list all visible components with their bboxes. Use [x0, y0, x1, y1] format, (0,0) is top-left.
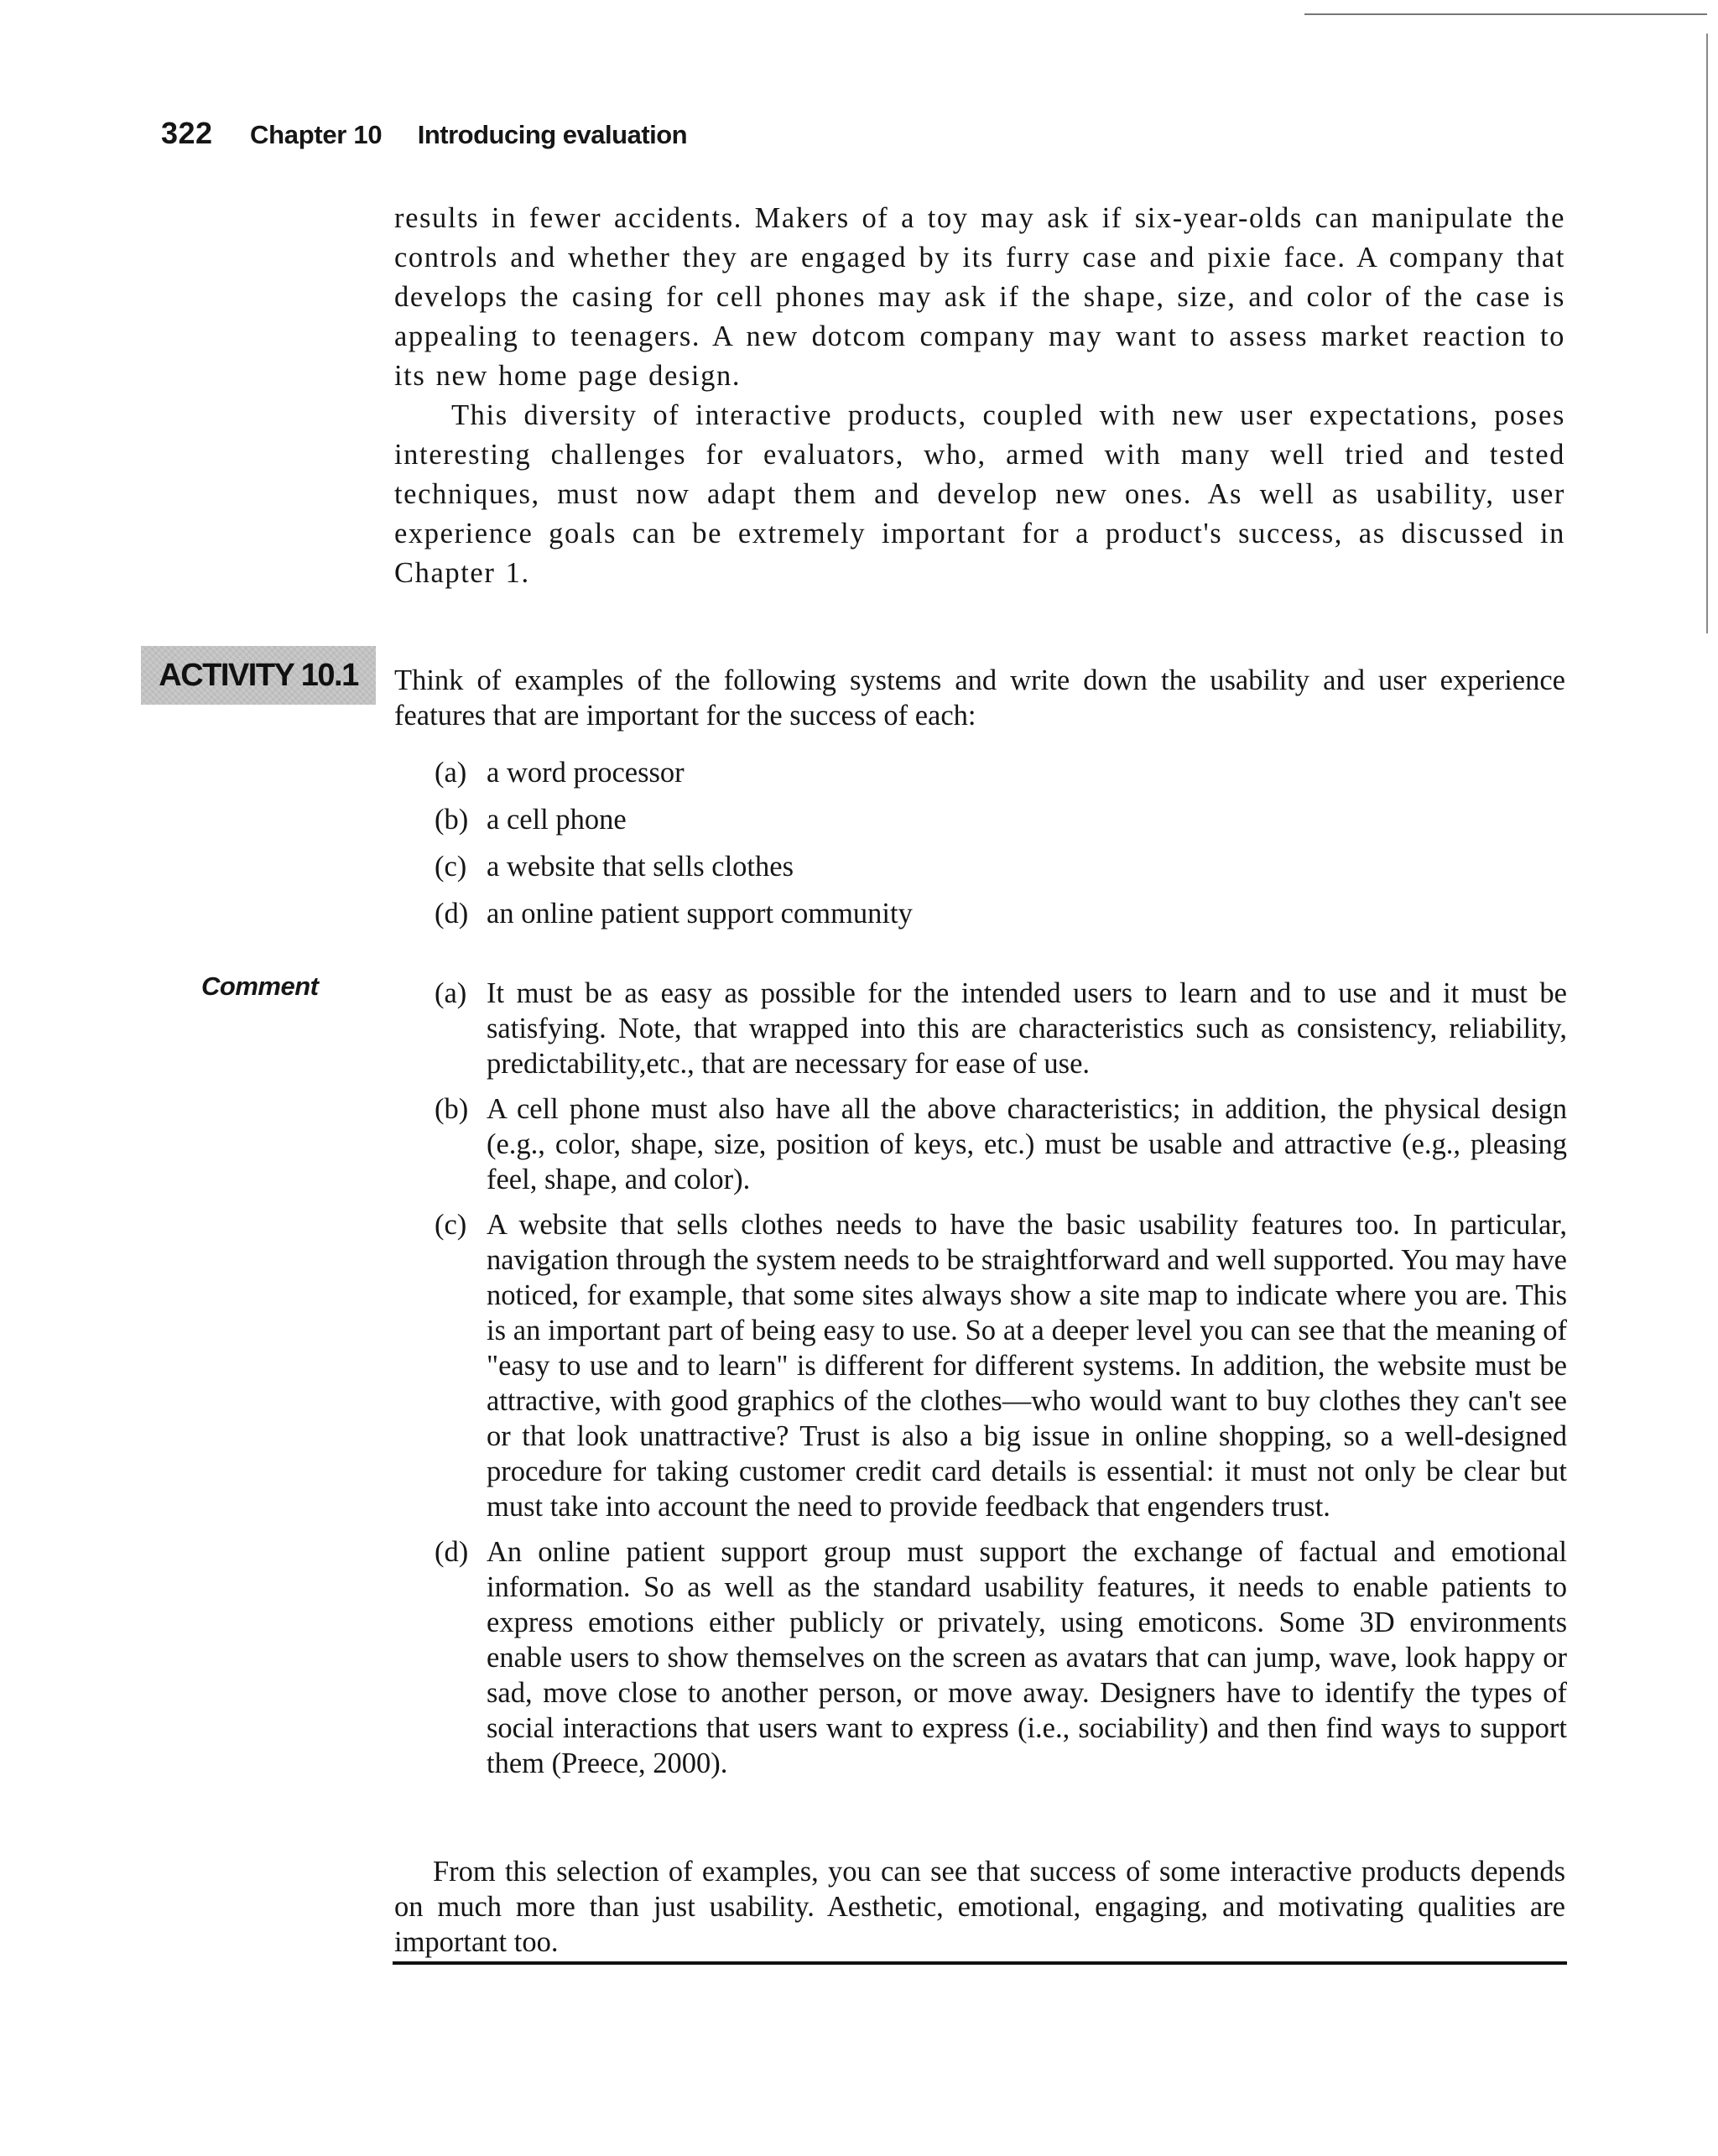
list-item-marker: (b) [435, 804, 469, 836]
scan-edge-right [1706, 34, 1708, 633]
list-item-marker: (b) [435, 1093, 469, 1125]
list-item-text: An online patient support group must support the exchange of factual and emotional information. So as well as the standard usability features, it needs to enable patients to express emotions either publicly or privately, using emoticons. Some 3D environments enable users to show themselves on the screen as avatars that can jump, wave, look happy or sad, move close to another person, or move away. Designers have to identify the types of social interactions that users want to express (i.e., sociability) and then find ways to support them (Preece, 2000). [487, 1536, 1567, 1779]
list-item-marker: (c) [435, 851, 467, 883]
list-item [435, 1534, 1567, 1781]
list-item-text: a word processor [487, 757, 685, 789]
list-item-marker: (c) [435, 1209, 467, 1241]
list-item [435, 1207, 1567, 1524]
conclusion-paragraph [394, 1854, 1565, 1960]
scan-edge-top [1304, 13, 1707, 15]
list-item [435, 896, 1567, 931]
list-item-text: a website that sells clothes [487, 851, 794, 883]
intro-paragraph-2-text: This diversity of interactive products, coupled with new user expectations, poses interesting challenges for evaluators, who, armed with many well tried and tested techniques, must now adapt them and develop new ones. As well as usability, user experience goals can be extremely important for a product's success, as discussed in Chapter 1. [394, 399, 1565, 589]
list-item-text: an online patient support community [487, 898, 913, 930]
section-end-rule [393, 1961, 1567, 1965]
conclusion-text: From this selection of examples, you can see that success of some interactive products depends on much more than just usability. Aesthetic, emotional, engaging, and motivating qualities are important too. [394, 1856, 1565, 1958]
list-item-text: A website that sells clothes needs to have the basic usability features too. In particular, navigation through the system needs to be straightforward and well supported. You may have noticed, for example, that some sites always show a site map to indicate where you are. This is an important part of being easy to use. So at a deeper level you can see that the meaning of "easy to use and to learn" is different for different systems. In addition, the website must be attractive, with good graphics of the clothes—who would want to buy clothes they can't see or that look unattractive? Trust is also a big issue in online shopping, so a well-designed procedure for taking customer credit card details is essential: it must not only be clear but must take into account the need to provide feedback that engenders trust. [487, 1209, 1567, 1523]
intro-text [394, 199, 1565, 593]
activity-prompt-text: Think of examples of the following systems and write down the usability and user experience features that are important for the success of each: [394, 664, 1565, 732]
list-item [435, 976, 1567, 1081]
list-item-marker: (a) [435, 977, 467, 1009]
list-item [435, 755, 1567, 790]
intro-paragraph-2 [394, 396, 1565, 593]
comment-list [435, 976, 1567, 1781]
chapter-label: Chapter 10 [250, 120, 383, 149]
list-item-text: It must be as easy as possible for the intended users to learn and to use and it must be satisfying. Note, that wrapped into this are characteristics such as consistency, reliability, predictability,etc., that are necessary for ease of use. [487, 977, 1567, 1080]
list-item [435, 802, 1567, 837]
list-item-text: A cell phone must also have all the above characteristics; in addition, the physical design (e.g., color, shape, size, position of keys, etc.) must be usable and attractive (e.g., pleasing feel, shape, and color). [487, 1093, 1567, 1195]
comment-label: Comment [201, 971, 319, 1001]
list-item [435, 1091, 1567, 1197]
chapter-title: Introducing evaluation [417, 120, 688, 149]
intro-paragraph-1 [394, 199, 1565, 396]
page-number: 322 [161, 116, 213, 150]
list-item-text: a cell phone [487, 804, 627, 836]
list-item-marker: (d) [435, 898, 469, 930]
running-head [161, 116, 687, 156]
activity-badge: ACTIVITY 10.1 [141, 646, 376, 705]
intro-paragraph-1-text: results in fewer accidents. Makers of a toy may ask if six-year-olds can manipulate the controls and whether they are engaged by its furry case and pixie face. A company that develops the casing for cell phones may ask if the shape, size, and color of the case is appealing to teenagers. A new dotcom company may want to assess market reaction to its new home page design. [394, 202, 1565, 392]
list-item [435, 849, 1567, 884]
activity-list [435, 755, 1567, 931]
activity-prompt [394, 663, 1565, 733]
conclusion [394, 1854, 1565, 1960]
list-item-marker: (d) [435, 1536, 469, 1568]
list-item-marker: (a) [435, 757, 467, 789]
